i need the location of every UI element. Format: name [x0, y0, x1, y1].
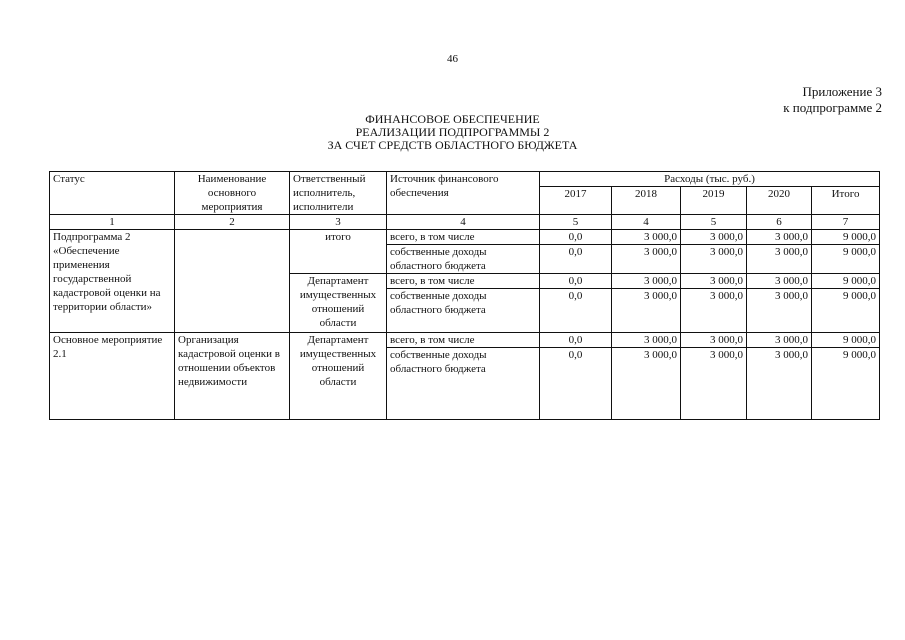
- value-cell: 3 000,0: [747, 230, 812, 245]
- header-year-2020: 2020: [747, 187, 812, 215]
- header-total: Итого: [812, 187, 880, 215]
- value-cell: 0,0: [540, 348, 612, 420]
- column-number: 1: [50, 215, 175, 230]
- activity-name: Организация кадастровой оценки в отношении объектов недвижимости: [175, 333, 290, 420]
- executor-total: итого: [290, 230, 387, 274]
- header-name: Наименование основного мероприятия: [175, 172, 290, 215]
- value-cell: 3 000,0: [747, 333, 812, 348]
- value-cell: 0,0: [540, 274, 612, 289]
- value-cell: 3 000,0: [681, 348, 747, 420]
- source-cell: всего, в том числе: [387, 333, 540, 348]
- column-number-row: [50, 215, 880, 230]
- value-cell: 3 000,0: [681, 245, 747, 274]
- appendix-line-1: Приложение 3: [802, 84, 882, 99]
- appendix-label: [783, 84, 882, 116]
- column-number: 5: [540, 215, 612, 230]
- column-number: 4: [387, 215, 540, 230]
- value-cell: 3 000,0: [747, 348, 812, 420]
- financing-table: [49, 171, 880, 420]
- column-number: 6: [747, 215, 812, 230]
- value-cell: 9 000,0: [812, 230, 880, 245]
- source-cell: всего, в том числе: [387, 230, 540, 245]
- header-year-2019: 2019: [681, 187, 747, 215]
- header-expenses: Расходы (тыс. руб.): [540, 172, 880, 187]
- source-cell: собственные доходы областного бюджета: [387, 348, 540, 420]
- appendix-line-2: к подпрограмме 2: [783, 100, 882, 115]
- value-cell: 0,0: [540, 289, 612, 333]
- value-cell: 3 000,0: [681, 274, 747, 289]
- table-row: [50, 333, 880, 348]
- value-cell: 3 000,0: [612, 245, 681, 274]
- column-number: 5: [681, 215, 747, 230]
- header-year-2017: 2017: [540, 187, 612, 215]
- document-title: [0, 113, 905, 152]
- value-cell: 0,0: [540, 230, 612, 245]
- table-row: [50, 230, 880, 245]
- value-cell: 3 000,0: [612, 230, 681, 245]
- header-status: Статус: [50, 172, 175, 215]
- column-number: 3: [290, 215, 387, 230]
- column-number: 4: [612, 215, 681, 230]
- value-cell: 3 000,0: [612, 289, 681, 333]
- value-cell: 3 000,0: [681, 230, 747, 245]
- source-cell: собственные доходы областного бюджета: [387, 289, 540, 333]
- value-cell: 3 000,0: [747, 274, 812, 289]
- header-row-1: [50, 172, 880, 187]
- title-line-3: ЗА СЧЕТ СРЕДСТВ ОБЛАСТНОГО БЮДЖЕТА: [327, 138, 578, 152]
- title-line-2: РЕАЛИЗАЦИИ ПОДПРОГРАММЫ 2: [355, 125, 550, 139]
- source-cell: собственные доходы областного бюджета: [387, 245, 540, 274]
- header-executor: Ответственный исполнитель, исполнители: [290, 172, 387, 215]
- value-cell: 3 000,0: [612, 348, 681, 420]
- executor-department: Департамент имущественных отношений области: [290, 333, 387, 420]
- name-empty-cell: [175, 230, 290, 333]
- value-cell: 9 000,0: [812, 289, 880, 333]
- status-subprogram: Подпрограмма 2 «Обеспечение применения государственной кадастровой оценки на территории области»: [50, 230, 175, 333]
- page-number: 46: [447, 53, 458, 65]
- header-year-2018: 2018: [612, 187, 681, 215]
- source-cell: всего, в том числе: [387, 274, 540, 289]
- value-cell: 0,0: [540, 245, 612, 274]
- value-cell: 9 000,0: [812, 333, 880, 348]
- value-cell: 3 000,0: [747, 289, 812, 333]
- value-cell: 9 000,0: [812, 274, 880, 289]
- value-cell: 0,0: [540, 333, 612, 348]
- title-line-1: ФИНАНСОВОЕ ОБЕСПЕЧЕНИЕ: [365, 112, 540, 126]
- value-cell: 9 000,0: [812, 245, 880, 274]
- column-number: 7: [812, 215, 880, 230]
- header-source: Источник финансового обеспечения: [387, 172, 540, 215]
- executor-department: Департамент имущественных отношений области: [290, 274, 387, 333]
- value-cell: 3 000,0: [612, 333, 681, 348]
- value-cell: 3 000,0: [747, 245, 812, 274]
- value-cell: 3 000,0: [612, 274, 681, 289]
- value-cell: 9 000,0: [812, 348, 880, 420]
- value-cell: 3 000,0: [681, 289, 747, 333]
- status-main-activity: Основное мероприятие 2.1: [50, 333, 175, 420]
- value-cell: 3 000,0: [681, 333, 747, 348]
- column-number: 2: [175, 215, 290, 230]
